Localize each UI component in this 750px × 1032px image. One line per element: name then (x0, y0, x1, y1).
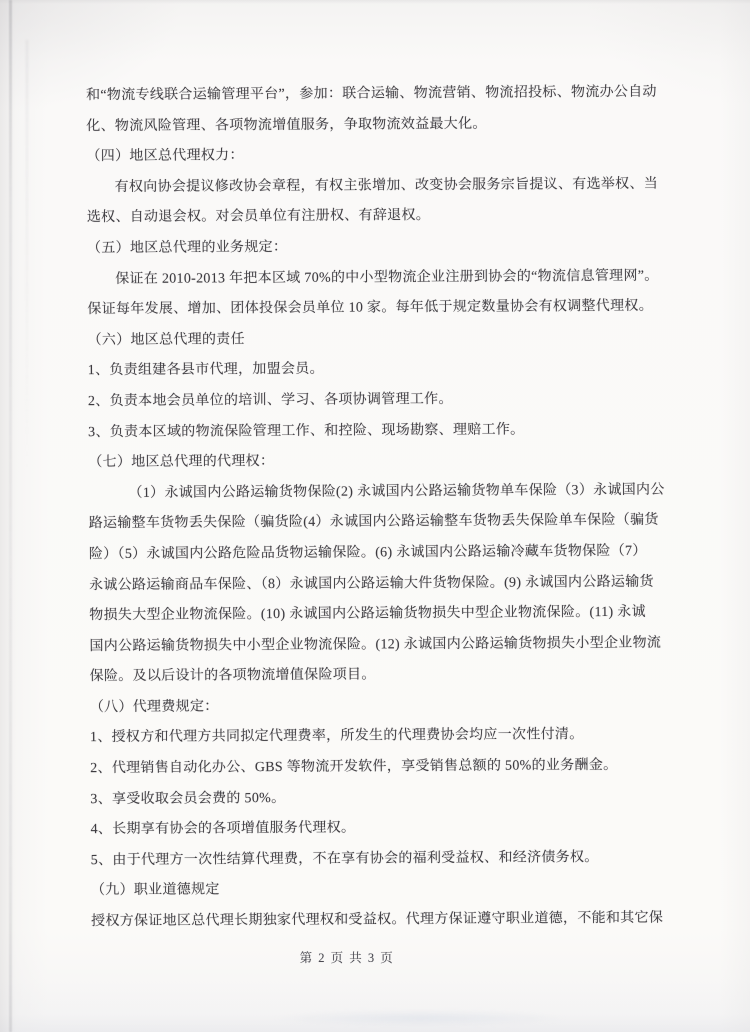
doc-line: 1、负责组建各县市代理，加盟会员。 (87, 362, 324, 379)
doc-line: （1）永诚国内公路运输货物保险(2) 永诚国内公路运输货物单车保险（3）永诚国内公 (128, 482, 665, 501)
doc-line: 物损失大型企业物流保险。(10) 永诚国内公路运输货物损失中型企业物流保险。(11) 永诚 (89, 604, 646, 624)
doc-line: （五）地区总代理的业务规定： (86, 239, 288, 257)
doc-line: 2、负责本地会员单位的培训、学习、各项协调管理工作。 (87, 391, 453, 410)
doc-line: 4、长期享有协会的各项增值服务代理权。 (90, 820, 356, 838)
doc-line: 1、授权方和代理方共同拟定代理费率，所发生的代理费协会均应一次性付清。 (89, 727, 584, 746)
doc-line: 保证每年发展、增加、团体投保会员单位 10 家。每年低于规定数量协会有权调整代理权。 (87, 298, 654, 318)
doc-line: 险）（5）永诚国内公路危险品货物运输保险。(6) 永诚国内公路运输冷藏车货物保险（7） (88, 543, 647, 563)
scan-crease-faint (26, 40, 28, 470)
doc-line: 授权方保证地区总代理长期独家代理权和受益权。代理方保证遵守职业道德，不能和其它保 (91, 910, 664, 930)
doc-line: 路运输整车货物丢失保险（骗货险(4）永诚国内公路运输整车货物丢失保险单车保险（骗货 (88, 512, 659, 532)
scan-bottom-smudge (270, 1010, 570, 1026)
doc-line: 化、物流风险管理、各项物流增值服务，争取物流效益最大化。 (86, 116, 487, 134)
doc-line: 5、由于代理方一次性结算代理费，不在享有协会的福利受益权、和经济债务权。 (90, 849, 599, 868)
scan-crease-line (9, 0, 12, 1032)
doc-line: 选权、自动退会权。对会员单位有注册权、有辞退权。 (86, 208, 431, 226)
doc-line: （八）代理费规定： (89, 699, 219, 716)
document-body (86, 78, 681, 938)
doc-line: （九）职业道德规定 (90, 882, 220, 899)
doc-line: （四）地区总代理权力： (86, 148, 244, 165)
doc-line: 有权向协会提议修改协会章程，有权主张增加、改变协会服务宗旨提议、有选举权、当 (114, 176, 659, 195)
doc-line: 2、代理销售自动化办公、GBS 等物流开发软件，享受销售总额的 50%的业务酬金。 (90, 757, 618, 777)
doc-line: 3、负责本区域的物流保险管理工作、和控险、现场勘察、理赔工作。 (88, 422, 525, 440)
doc-line: 和“物流专线联合运输管理平台”，参加：联合运输、物流营销、物流招投标、物流办公自动 (86, 84, 657, 104)
scan-top-edge-shadow (0, 0, 750, 4)
doc-line: 保证在 2010-2013 年把本区域 70%的中小型物流企业注册到协会的“物流信息管理网”。 (115, 268, 659, 287)
doc-line: （六）地区总代理的责任 (87, 331, 245, 348)
doc-line: 3、享受收取会员会费的 50%。 (90, 790, 286, 807)
doc-line: 永诚公路运输商品车保险、（8）永诚国内公路运输大件货物保险。(9) 永诚国内公路运输货 (89, 574, 654, 593)
page-number-footer: 第 2 页 共 3 页 (299, 951, 395, 965)
doc-line: 国内公路运输货物损失中小型企业物流保险。(12) 永诚国内公路运输货物损失小型企业物流 (89, 635, 662, 654)
doc-line: 保险。及以后设计的各项物流增值保险项目。 (89, 667, 376, 685)
doc-line: （七）地区总代理的代理权： (88, 454, 275, 471)
